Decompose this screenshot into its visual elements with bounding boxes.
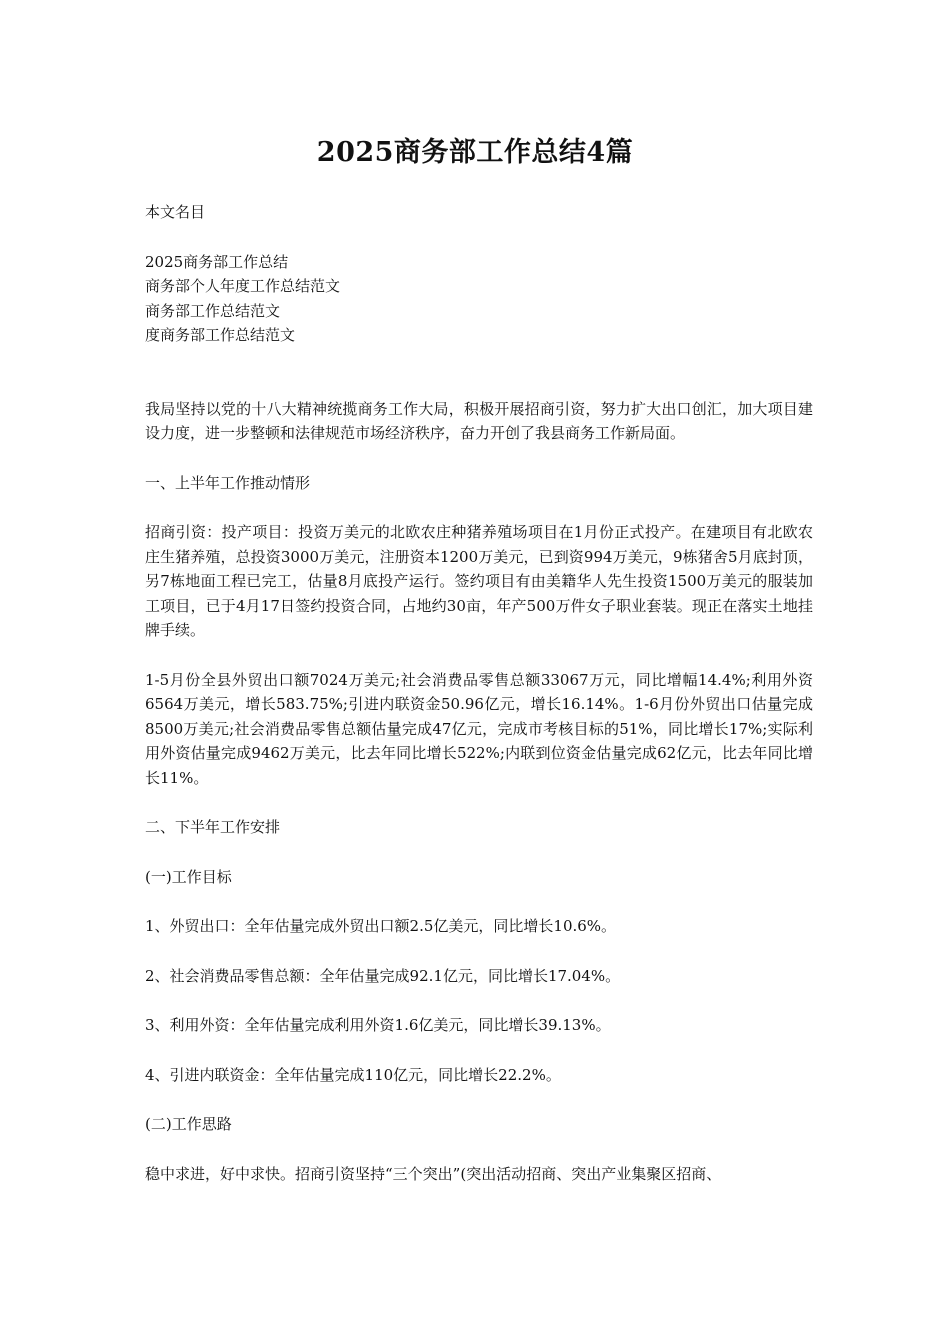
toc-label: 本文名目 (145, 203, 206, 221)
toc-item: 度商务部工作总结范文 (145, 326, 296, 344)
toc-item: 商务部个人年度工作总结范文 (145, 277, 341, 295)
document-title: 2025商务部工作总结4篇 (316, 137, 634, 168)
subsection-heading: (二)工作思路 (145, 1115, 232, 1133)
table-of-contents (145, 250, 813, 348)
subsection-heading: (一)工作目标 (145, 867, 232, 886)
section-heading: 二、下半年工作安排 (145, 818, 281, 836)
body-paragraph: 招商引资：投产项目：投资万美元的北欧农庄种猪养殖场项目在1月份正式投产。在建项目有北欧农庄生猪养殖，总投资3000万美元，注册资本1200万美元，已到资994万美元，9栋猪舍5月底封顶，另7栋地面工程已完工，估量8月底投产运行。签约项目有由美籍华人先生投资1500万美元的服装加工项目，已于4月17日签约投资合同，占地约30亩，年产500万件女子职业套装。现正在落实土地挂牌手续。 (145, 523, 813, 639)
spacer (145, 348, 813, 397)
body-paragraph: 1-5月份全县外贸出口额7024万美元;社会消费品零售总额33067万元，同比增幅14.4%;利用外资6564万美元，增长583.75%;引进内联资金50.96亿元，增长16.14%。1-6月份外贸出口估量完成8500万美元;社会消费品零售总额估量完成47亿元，完成市考核目标的51%，同比增长17%;实际利用外资估量完成9462万美元，比去年同比增长522%;内联到位资金估量完成62亿元，比去年同比增长11%。 (145, 670, 813, 787)
target-item: 4、引进内联资金：全年估量完成110亿元，同比增长22.2%。 (145, 1065, 561, 1084)
toc-item: 商务部工作总结范文 (145, 301, 281, 320)
body-paragraph: 稳中求进，好中求快。招商引资坚持“三个突出”(突出活动招商、突出产业集聚区招商、 (145, 1164, 722, 1183)
target-item: 3、利用外资：全年估量完成利用外资1.6亿美元，同比增长39.13%。 (145, 1016, 611, 1034)
toc-item: 2025商务部工作总结 (145, 252, 289, 271)
document-body (145, 200, 813, 1211)
target-item: 1、外贸出口：全年估量完成外贸出口额2.5亿美元，同比增长10.6%。 (145, 917, 617, 935)
intro-paragraph: 我局坚持以党的十八大精神统揽商务工作大局，积极开展招商引资，努力扩大出口创汇，加大项目建设力度，进一步整顿和法律规范市场经济秩序，奋力开创了我县商务工作新局面。 (145, 399, 813, 442)
target-item: 2、社会消费品零售总额：全年估量完成92.1亿元，同比增长17.04%。 (145, 966, 621, 985)
section-heading: 一、上半年工作推动情形 (145, 473, 311, 492)
